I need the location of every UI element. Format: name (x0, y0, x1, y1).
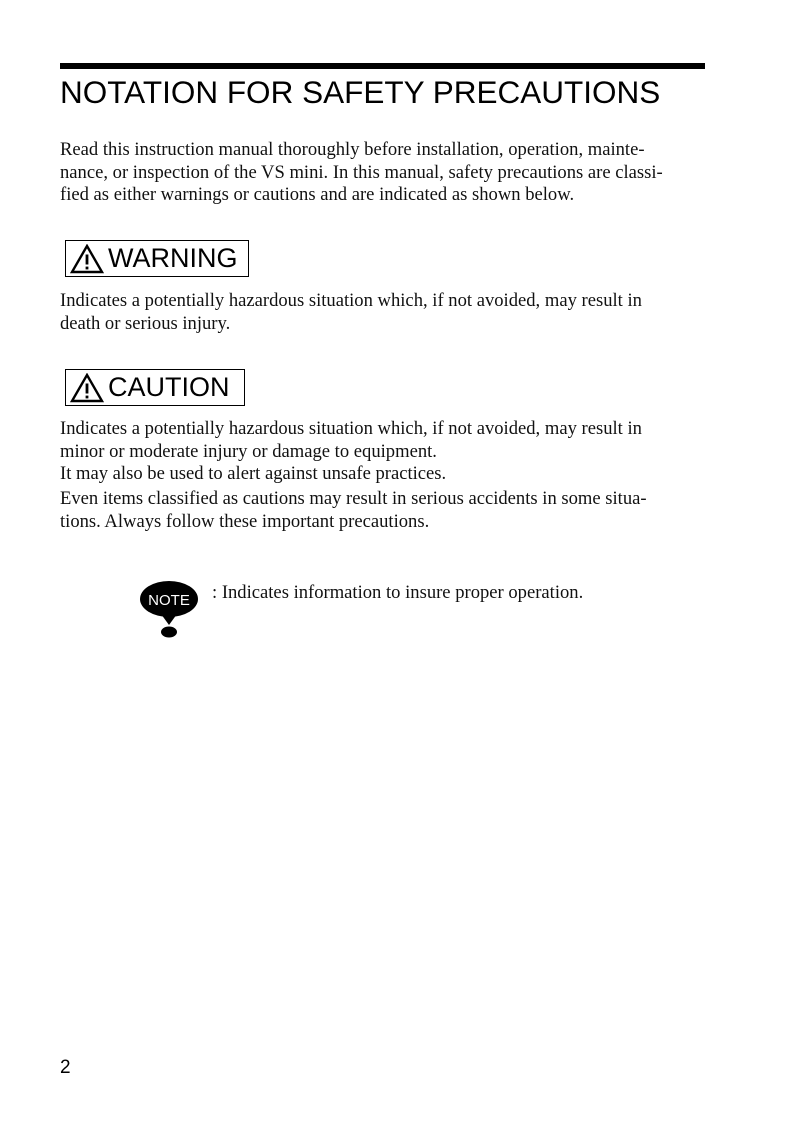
caution-label (65, 369, 245, 406)
caution-extra (60, 488, 647, 533)
caution-line: It may also be used to alert against unsafe practices. (60, 463, 447, 485)
warning-triangle-icon (70, 244, 104, 274)
caution-line: minor or moderate injury or damage to equipment. (60, 440, 437, 462)
intro-line: Read this instruction manual thoroughly before installation, operation, mainte- (60, 139, 645, 160)
warning-line: Indicates a potentially hazardous situation which, if not avoided, may result in (60, 290, 642, 311)
caution-line: tions. Always follow these important precautions. (60, 510, 430, 532)
note-description: : Indicates information to insure proper operation. (212, 582, 584, 603)
title-rule (60, 63, 705, 69)
warning-line: death or serious injury. (60, 312, 231, 334)
page-number: 2 (60, 1057, 71, 1078)
note-balloon-icon (139, 580, 199, 642)
note-badge-text: NOTE (148, 592, 190, 609)
intro-line: nance, or inspection of the VS mini. In this manual, safety precautions are classi- (60, 161, 663, 183)
intro-line: fied as either warnings or cautions and are indicated as shown below. (60, 184, 575, 206)
caution-description (60, 418, 642, 486)
page-title: NOTATION FOR SAFETY PRECAUTIONS (60, 74, 661, 110)
warning-description (60, 290, 642, 335)
warning-label-text: WARNING (108, 243, 238, 273)
intro-paragraph (60, 139, 663, 207)
warning-triangle-icon (70, 373, 104, 403)
caution-line: Even items classified as cautions may result in serious accidents in some situa- (60, 488, 647, 509)
warning-label (65, 240, 249, 277)
caution-line: Indicates a potentially hazardous situation which, if not avoided, may result in (60, 418, 642, 439)
caution-label-text: CAUTION (108, 372, 230, 402)
